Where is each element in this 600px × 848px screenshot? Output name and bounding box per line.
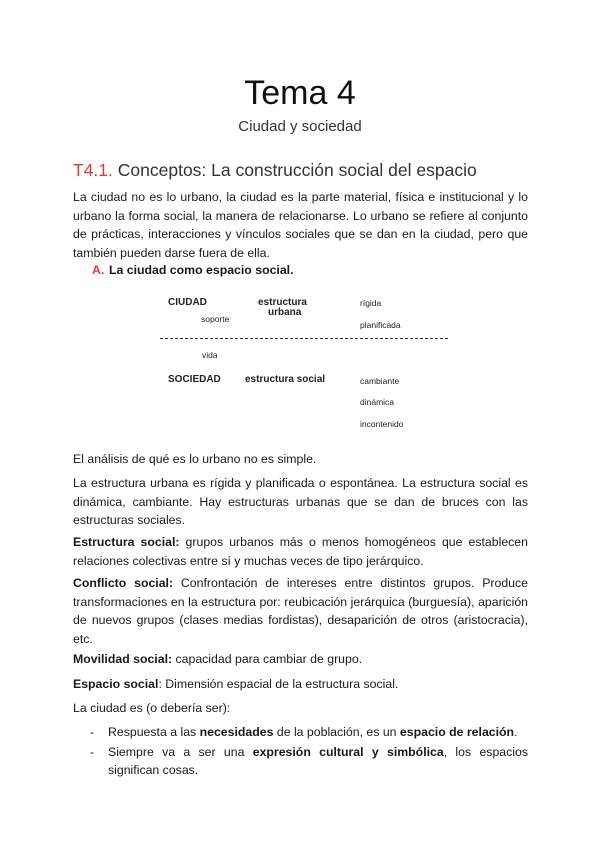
- espacio-social-term: Espacio social: [73, 677, 159, 691]
- movilidad-social-text: capacidad para cambiar de grupo.: [172, 652, 363, 666]
- ciudad-es-list: [90, 723, 528, 780]
- list-item-text: .: [514, 725, 518, 739]
- estructura-social-definition: [73, 533, 528, 570]
- list-dash: -: [90, 725, 95, 739]
- movilidad-social-term: Movilidad social:: [73, 652, 173, 666]
- intro-paragraph: La ciudad no es lo urbano, la ciudad es la parte material, física e institucional y lo urbano la forma social, la manera de relacionarse. Lo urbano se refiere al conjunto de prácticas, interacciones y vínculos sociales que se dan en la ciudad, pero que también pueden darse fuera de ella.: [73, 190, 528, 260]
- conflicto-social-term: Conflicto social:: [73, 576, 174, 590]
- diagram-cambiante: cambiante: [360, 376, 400, 386]
- espacio-social-definition: [73, 675, 528, 694]
- list-item-text: , los espacios significan cosas.: [108, 744, 528, 777]
- list-item-emphasis: expresión cultural y simbólica: [252, 744, 444, 759]
- espacio-social-text: : Dimensión espacial de la estructura social.: [158, 677, 399, 691]
- conflicto-social-definition: [73, 574, 528, 648]
- conflicto-social-text: Confrontación de intereses entre distintos grupos. Produce transformaciones en la estructura por: reubicación jerárquica (burguesía), aparición de nuevos grupos (clases medias fordistas), desaparición de otros (aristocracia), etc.: [73, 576, 528, 646]
- list-item-text: Respuesta a las: [108, 725, 200, 739]
- diagram-soporte: soporte: [201, 314, 230, 324]
- section-title: Conceptos: La construcción social del espacio: [117, 160, 477, 180]
- list-dash: -: [90, 744, 95, 759]
- diagram-rigida: rígida: [360, 298, 382, 308]
- diagram-sociedad: SOCIEDAD: [168, 374, 221, 385]
- subsection-heading: [92, 263, 294, 277]
- section-number: T4.1.: [73, 160, 113, 180]
- city-society-diagram: [158, 294, 458, 434]
- diagram-incontenido: incontenido: [360, 419, 404, 429]
- diagram-ciudad: CIUDAD: [168, 297, 207, 308]
- list-item-text: Siempre va a ser una: [108, 744, 253, 759]
- list-item-text: de la población, es un: [273, 725, 400, 739]
- analysis-paragraph: El análisis de qué es lo urbano no es simple.: [73, 452, 317, 466]
- movilidad-social-definition: [73, 650, 528, 669]
- subsection-letter: A.: [92, 263, 105, 277]
- diagram-planificada: planificada: [360, 320, 401, 330]
- structure-paragraph: La estructura urbana es rígida y planificada o espontánea. La estructura social es dinámica, cambiante. Hay estructuras urbanas que se dan de bruces con las estructuras sociales.: [73, 476, 528, 527]
- diagram-vida: vida: [202, 350, 218, 360]
- ciudad-es-intro: La ciudad es (o debería ser):: [73, 701, 231, 715]
- diagram-estructura-social: estructura social: [245, 374, 326, 385]
- section-heading: [73, 160, 477, 181]
- subsection-title: La ciudad como espacio social.: [109, 263, 294, 277]
- diagram-dinamica: dinámica: [360, 397, 395, 407]
- estructura-social-term: Estructura social:: [73, 535, 180, 549]
- diagram-divider: [160, 338, 448, 339]
- page-title: Tema 4: [244, 74, 356, 112]
- list-item-emphasis: espacio de relación: [399, 725, 515, 739]
- diagram-estructura-urbana-line1: estructura: [258, 297, 307, 308]
- list-item: [90, 743, 528, 780]
- list-item-emphasis: necesidades: [199, 725, 274, 739]
- estructura-social-text: grupos urbanos más o menos homogéneos que establecen relaciones colectivas entre sí y muchas veces de tipo jerárquico.: [73, 535, 528, 568]
- page-subtitle: Ciudad y sociedad: [238, 118, 362, 135]
- diagram-estructura-urbana-line2: urbana: [268, 307, 302, 318]
- list-item: [90, 723, 528, 742]
